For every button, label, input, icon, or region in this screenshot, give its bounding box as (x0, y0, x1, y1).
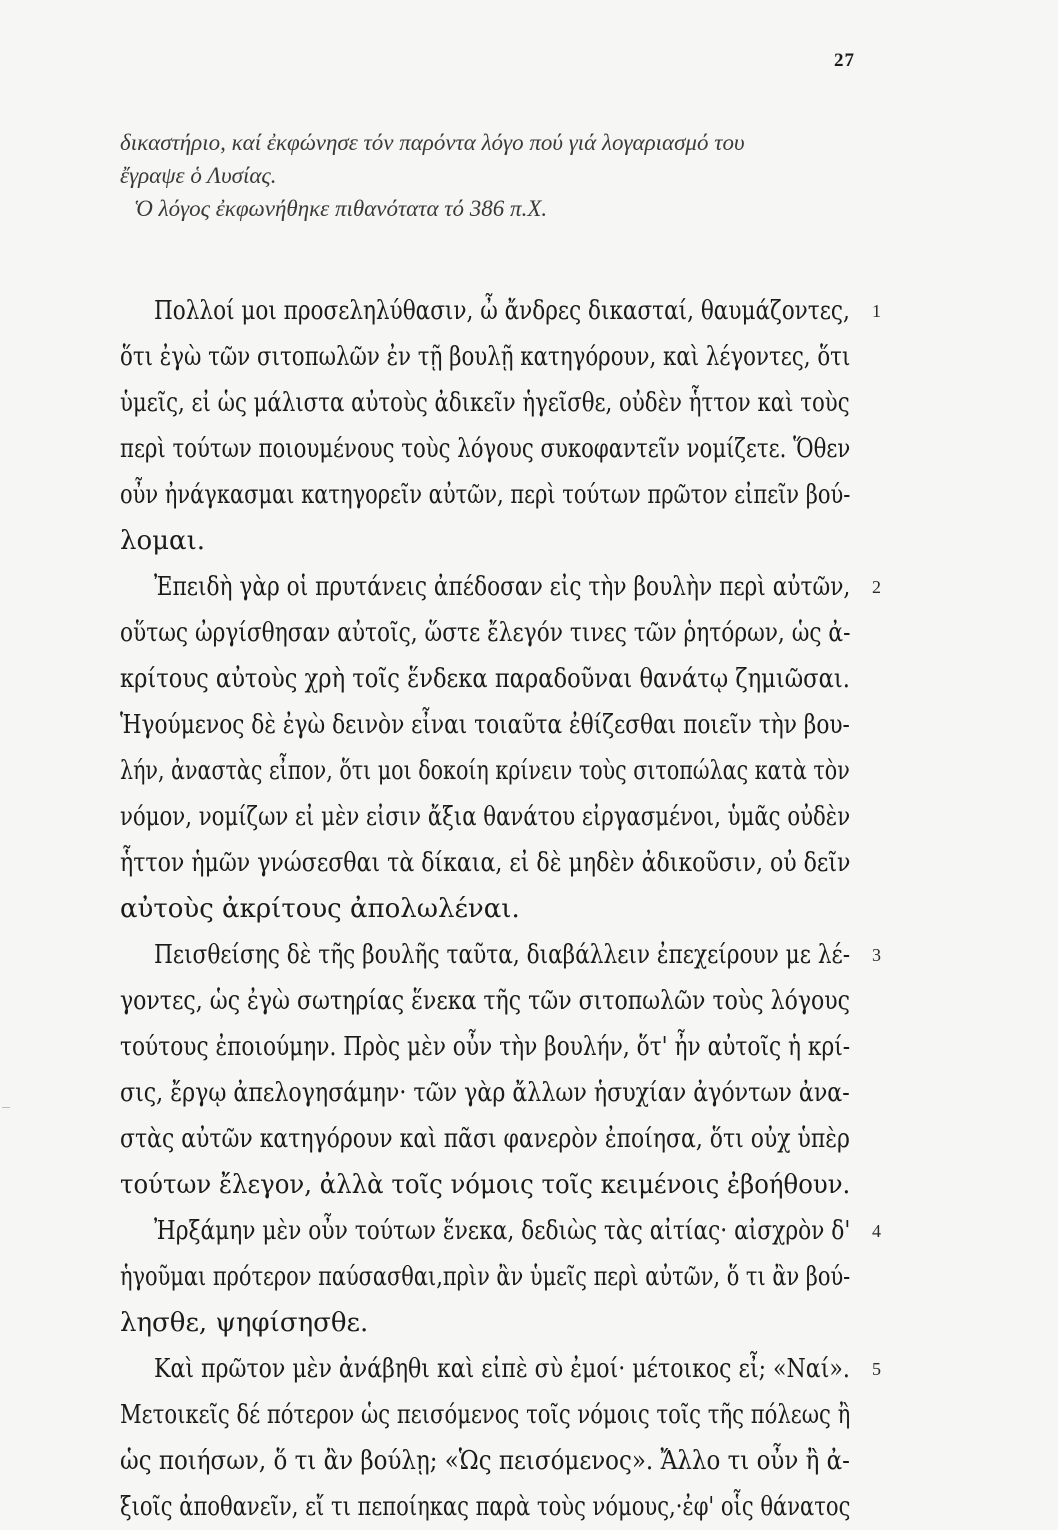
section-number: 1 (872, 301, 881, 321)
text-line-content: τούτους ἐποιούμην. Πρὸς μὲν οὖν τὴν βουλήν, ὅτ' ἦν αὐτοῖς ἡ κρί- (120, 1032, 851, 1062)
intro-line: Ὁ λόγος ἐκφωνήθηκε πιθανότατα τό 386 π.Χ. (134, 196, 548, 221)
text-line-content: λήν, ἀναστὰς εἶπον, ὅτι μοι δοκοίη κρίνειν τοὺς σιτοπώλας κατὰ τὸν (120, 756, 850, 786)
text-line (120, 610, 880, 656)
section-number: 4 (872, 1221, 881, 1241)
text-line-content: οὖν ἠνάγκασμαι κατηγορεῖν αὐτῶν, περὶ τούτων πρῶτον εἰπεῖν βού- (120, 480, 851, 510)
section-number: 5 (872, 1359, 881, 1379)
text-line-content: νόμον, νομίζων εἰ μὲν εἰσιν ἄξια θανάτου εἰργασμένοι, ὑμᾶς οὐδὲν (120, 802, 851, 832)
section-number: 3 (872, 945, 881, 965)
text-line (120, 380, 880, 426)
intro-commentary (120, 126, 880, 225)
text-line-content: γοντες, ὡς ἐγὼ σωτηρίας ἕνεκα τῆς τῶν σιτοπωλῶν τοὺς λόγους (120, 986, 850, 1016)
text-line-content: ἧττον ἡμῶν γνώσεσθαι τὰ δίκαια, εἰ δὲ μηδὲν ἀδικοῦσιν, οὐ δεῖν (120, 848, 851, 878)
text-line (120, 1346, 880, 1392)
text-line-content: κρίτους αὐτοὺς χρὴ τοῖς ἕνδεκα παραδοῦναι θανάτῳ ζημιῶσαι. (120, 664, 850, 694)
text-line-content: περὶ τούτων ποιουμένους τοὺς λόγους συκοφαντεῖν νομίζετε. Ὅθεν (120, 434, 851, 464)
text-line (120, 702, 880, 748)
text-line (120, 472, 880, 518)
text-line-content: ὡς ποιήσων, ὅ τι ἂν βούλῃ; «Ὡς πεισόμενος». Ἄλλο τι οὖν ἢ ἀ- (120, 1446, 850, 1476)
text-line (120, 426, 880, 472)
text-line (120, 978, 880, 1024)
text-line (120, 932, 880, 978)
text-line-content: τούτων ἔλεγον, ἀλλὰ τοῖς νόμοις τοῖς κειμένοις ἐβοήθουν. (120, 1170, 851, 1200)
text-line-content: Καὶ πρῶτον μὲν ἀνάβηθι καὶ εἰπὲ σὺ ἐμοί· μέτοικος εἶ; «Ναί». (154, 1354, 850, 1384)
text-line-content: Πεισθείσης δὲ τῆς βουλῆς ταῦτα, διαβάλλειν ἐπεχείρουν με λέ- (154, 940, 851, 970)
text-line-content: Πολλοί μοι προσεληλύθασιν, ὦ ἄνδρες δικασταί, θαυμάζοντες, (154, 296, 850, 326)
text-line (120, 748, 880, 794)
section-number: 2 (872, 577, 881, 597)
margin-tick (2, 1107, 10, 1108)
text-line-content: ἡγοῦμαι πρότερον παύσασθαι,πρὶν ἂν ὑμεῖς περὶ αὐτῶν, ὅ τι ἂν βού- (120, 1262, 851, 1292)
text-line-content: Μετοικεῖς δέ πότερον ὡς πεισόμενος τοῖς νόμοις τοῖς τῆς πόλεως ἢ (120, 1400, 851, 1430)
text-line (120, 1208, 880, 1254)
text-line-content: ξιοῖς ἀποθανεῖν, εἴ τι πεποίηκας παρὰ τοὺς νόμους,·ἐφ' οἷς θάνατος (120, 1492, 851, 1522)
text-line-content: λησθε, ψηφίσησθε. (120, 1308, 369, 1338)
text-line-content: ὅτι ἐγὼ τῶν σιτοπωλῶν ἐν τῇ βουλῇ κατηγόρουν, καὶ λέγοντες, ὅτι (120, 342, 851, 372)
text-line (120, 1392, 880, 1438)
intro-line: ἔγραψε ὁ Λυσίας. (120, 163, 277, 188)
text-line (120, 1254, 880, 1300)
text-line-content: Ἠρξάμην μὲν οὖν τούτων ἕνεκα, δεδιὼς τὰς αἰτίας· αἰσχρὸν δ' (154, 1216, 851, 1246)
text-line (120, 1484, 880, 1530)
intro-line: δικαστήριο, καί ἐκφώνησε τόν παρόντα λόγο πού γιά λογαριασμό του (120, 130, 745, 155)
text-line (120, 1116, 880, 1162)
text-line (120, 564, 880, 610)
text-line-content: σις, ἔργῳ ἀπελογησάμην· τῶν γὰρ ἄλλων ἡσυχίαν ἀγόντων ἀνα- (120, 1078, 850, 1108)
text-line (120, 1162, 880, 1208)
text-line-content: ὑμεῖς, εἰ ὡς μάλιστα αὐτοὺς ἀδικεῖν ἡγεῖσθε, οὐδὲν ἧττον καὶ τοὺς (120, 388, 850, 418)
text-line (120, 1024, 880, 1070)
text-line-content: Ἐπειδὴ γὰρ οἱ πρυτάνεις ἀπέδοσαν εἰς τὴν βουλὴν περὶ αὐτῶν, (154, 572, 851, 602)
text-line-content: Ἡγούμενος δὲ ἐγὼ δεινὸν εἶναι τοιαῦτα ἐθίζεσθαι ποιεῖν τὴν βου- (120, 710, 850, 740)
text-line (120, 288, 880, 334)
text-line (120, 334, 880, 380)
text-line (120, 656, 880, 702)
greek-text-body (120, 288, 880, 1530)
text-line (120, 886, 880, 932)
text-line-content: οὕτως ὠργίσθησαν αὐτοῖς, ὥστε ἔλεγόν τινες τῶν ῥητόρων, ὡς ἀ- (120, 618, 851, 648)
text-line-content: στὰς αὐτῶν κατηγόρουν καὶ πᾶσι φανερὸν ἐποίησα, ὅτι οὐχ ὑπὲρ (120, 1124, 850, 1154)
text-line (120, 1438, 880, 1484)
page-number: 27 (834, 50, 855, 71)
text-line (120, 1070, 880, 1116)
text-line (120, 794, 880, 840)
text-line (120, 1300, 880, 1346)
text-line (120, 518, 880, 564)
text-line-content: αὐτοὺς ἀκρίτους ἀπολωλέναι. (120, 894, 520, 924)
text-line-content: λομαι. (120, 526, 206, 556)
text-line (120, 840, 880, 886)
